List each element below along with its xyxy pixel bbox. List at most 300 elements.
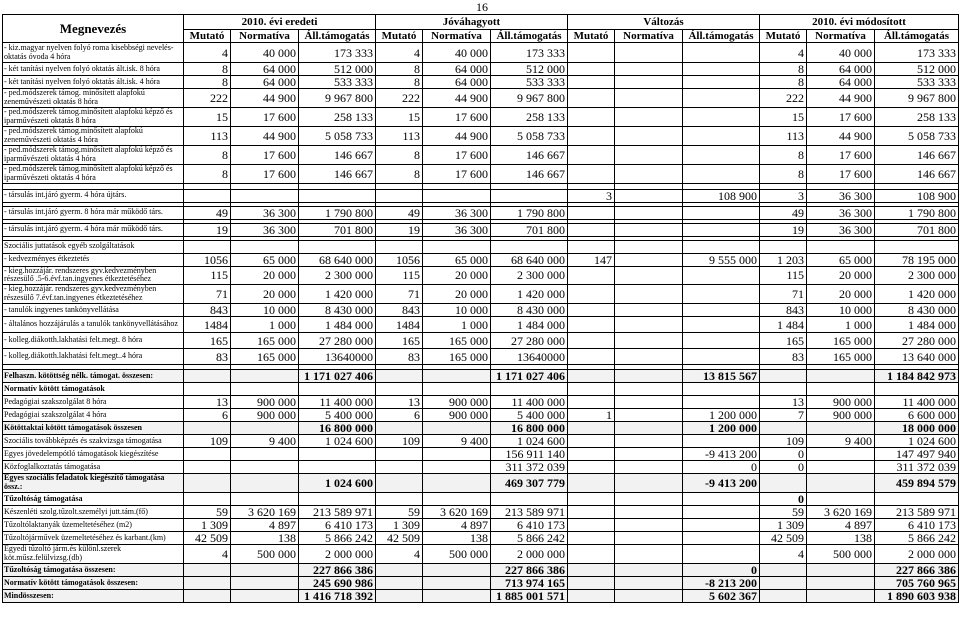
table-cell: 1 885 001 571 [491, 590, 568, 603]
row-label: - ped.módszerek támog.minősített alapfokú képző és iparművészeti oktatás 4 hóra [3, 145, 184, 164]
table-cell: 13 [376, 396, 423, 409]
table-row [3, 383, 959, 396]
table-cell: 1 484 000 [875, 317, 959, 333]
table-row [3, 370, 959, 383]
table-cell: 165 000 [807, 349, 875, 365]
table-cell: 165 [760, 333, 807, 349]
table-cell [231, 383, 299, 396]
table-cell: 83 [376, 349, 423, 365]
table-cell [299, 448, 376, 461]
table-cell: 5 058 733 [875, 126, 959, 145]
table-cell: 59 [184, 506, 231, 519]
table-cell: 3 620 169 [807, 506, 875, 519]
column-header: Áll.támogatás [299, 30, 376, 43]
table-row [3, 317, 959, 333]
table-cell: 8 [760, 63, 807, 76]
table-cell: 1 171 027 406 [491, 370, 568, 383]
table-cell: 44 900 [231, 126, 299, 145]
table-cell: 222 [184, 89, 231, 108]
row-label: - kedvezményes étkeztetés [3, 253, 184, 266]
table-cell: 8 [376, 76, 423, 89]
table-cell: 713 974 165 [491, 577, 568, 590]
table-cell: 258 133 [875, 107, 959, 126]
table-cell: 9 400 [423, 435, 491, 448]
table-cell: 1 309 [376, 519, 423, 532]
table-cell: 11 400 000 [299, 396, 376, 409]
table-cell [615, 240, 683, 253]
table-cell: 1 024 600 [875, 435, 959, 448]
row-label: - kolleg.diákotth.lakhatási felt.megt..4 hóra [3, 349, 184, 365]
row-label: - társulás int.járó gyerm. 4 hóra már működő társ. [3, 223, 184, 236]
table-cell [568, 435, 615, 448]
table-cell: 1 200 000 [683, 422, 760, 435]
table-cell: 1 000 [423, 317, 491, 333]
table-cell [231, 590, 299, 603]
table-cell [299, 240, 376, 253]
table-cell [807, 383, 875, 396]
table-cell: 1 420 000 [299, 285, 376, 304]
table-row [3, 493, 959, 506]
table-cell [376, 370, 423, 383]
row-label: Felhaszn. kötöttség nélk. támogat. összesen: [3, 370, 184, 383]
table-row [3, 164, 959, 183]
table-cell [568, 145, 615, 164]
table-cell [615, 577, 683, 590]
table-cell: 227 866 386 [875, 564, 959, 577]
table-cell [568, 317, 615, 333]
table-row [3, 189, 959, 202]
table-cell: 36 300 [423, 206, 491, 219]
table-cell: 4 [184, 545, 231, 564]
budget-table [2, 14, 959, 603]
table-cell [683, 532, 760, 545]
row-label: - ped.módszerek támog.minősített alapfokú képző és iparművészeti oktatás 8 hóra [3, 107, 184, 126]
table-row [3, 126, 959, 145]
table-cell: 19 [184, 223, 231, 236]
table-cell: 213 589 971 [299, 506, 376, 519]
table-cell: 42 509 [184, 532, 231, 545]
table-cell: 13 [760, 396, 807, 409]
row-label: Normatív kötött támogatások [3, 383, 184, 396]
row-label: - két tanítási nyelven folyó oktatás ált.isk. 8 hóra [3, 63, 184, 76]
table-cell [491, 240, 568, 253]
table-cell [760, 590, 807, 603]
table-cell [423, 461, 491, 474]
table-cell: 108 900 [683, 189, 760, 202]
table-cell [568, 240, 615, 253]
table-cell: 900 000 [423, 409, 491, 422]
table-cell [615, 107, 683, 126]
row-label: - kolleg.diákotth.lakhatási felt.megt. 8 hóra [3, 333, 184, 349]
table-cell: 5 866 242 [875, 532, 959, 545]
table-cell: 4 897 [423, 519, 491, 532]
table-cell [184, 422, 231, 435]
table-cell: -8 213 200 [683, 577, 760, 590]
table-cell [568, 422, 615, 435]
table-cell [491, 383, 568, 396]
table-cell: 68 640 000 [299, 253, 376, 266]
table-cell [423, 474, 491, 493]
table-cell [491, 493, 568, 506]
table-cell: 1 [568, 409, 615, 422]
table-cell [615, 304, 683, 317]
table-cell [423, 240, 491, 253]
table-cell: 8 [376, 63, 423, 76]
table-cell [683, 304, 760, 317]
table-cell [807, 564, 875, 577]
table-cell: 6 [184, 409, 231, 422]
table-cell: 15 [184, 107, 231, 126]
table-cell: 4 897 [807, 519, 875, 532]
table-cell [568, 107, 615, 126]
table-cell: 0 [760, 448, 807, 461]
table-cell [615, 532, 683, 545]
table-cell: 44 900 [807, 89, 875, 108]
table-cell: 533 333 [299, 76, 376, 89]
row-label: Szociális juttatások egyéb szolgáltatások [3, 240, 184, 253]
table-cell: 500 000 [423, 545, 491, 564]
table-cell [568, 89, 615, 108]
table-cell [568, 304, 615, 317]
table-cell [683, 545, 760, 564]
table-cell [615, 461, 683, 474]
table-cell: 36 300 [807, 223, 875, 236]
table-cell: 900 000 [231, 396, 299, 409]
table-cell [423, 422, 491, 435]
table-cell [615, 89, 683, 108]
table-cell: 9 967 800 [299, 89, 376, 108]
table-cell [376, 577, 423, 590]
table-cell [376, 590, 423, 603]
table-cell: 469 307 779 [491, 474, 568, 493]
table-cell: 10 000 [231, 304, 299, 317]
table-cell [615, 383, 683, 396]
table-cell [568, 285, 615, 304]
table-cell: 17 600 [423, 164, 491, 183]
table-cell: 3 [760, 189, 807, 202]
row-label: Szociális továbbképzés és szakvizsga támogatása [3, 435, 184, 448]
table-cell: 71 [184, 285, 231, 304]
table-cell: 64 000 [231, 76, 299, 89]
table-cell [683, 145, 760, 164]
table-cell: 71 [376, 285, 423, 304]
table-cell: 7 [760, 409, 807, 422]
table-cell: 4 [184, 43, 231, 63]
row-label: Egyes jövedelempótló támogatások kiegészítése [3, 448, 184, 461]
table-cell: 0 [760, 493, 807, 506]
table-cell [568, 564, 615, 577]
table-cell: 36 300 [231, 206, 299, 219]
table-cell [299, 461, 376, 474]
table-cell [568, 333, 615, 349]
table-cell [615, 564, 683, 577]
table-cell: 1 890 603 938 [875, 590, 959, 603]
table-cell [299, 493, 376, 506]
table-cell: 36 300 [231, 223, 299, 236]
table-cell [568, 493, 615, 506]
table-cell: 17 600 [231, 164, 299, 183]
table-cell [568, 532, 615, 545]
column-header: Normatíva [615, 30, 683, 43]
table-cell [683, 435, 760, 448]
table-cell: 64 000 [423, 63, 491, 76]
table-cell: 165 000 [423, 333, 491, 349]
table-cell [615, 206, 683, 219]
table-cell: 1 484 000 [491, 317, 568, 333]
table-cell [807, 474, 875, 493]
table-cell: 8 [760, 76, 807, 89]
table-cell [760, 370, 807, 383]
table-row [3, 285, 959, 304]
table-cell: 1 484 000 [299, 317, 376, 333]
table-cell [376, 422, 423, 435]
table-cell: 83 [760, 349, 807, 365]
table-row [3, 564, 959, 577]
table-cell: 701 800 [491, 223, 568, 236]
table-row [3, 349, 959, 365]
page-number: 16 [476, 0, 488, 14]
table-cell [231, 422, 299, 435]
table-cell [231, 189, 299, 202]
table-cell [683, 396, 760, 409]
table-cell: 27 280 000 [299, 333, 376, 349]
table-cell [423, 590, 491, 603]
table-cell: 8 [376, 164, 423, 183]
row-label: - két tanítási nyelven folyó oktatás ált.isk. 4 hóra [3, 76, 184, 89]
row-label: Kötöttaktai kötött támogatások összesen [3, 422, 184, 435]
table-cell: 533 333 [875, 76, 959, 89]
table-cell [423, 189, 491, 202]
table-cell [423, 493, 491, 506]
table-cell: 258 133 [491, 107, 568, 126]
table-row [3, 532, 959, 545]
table-cell: 165 000 [231, 349, 299, 365]
table-cell: 36 300 [423, 223, 491, 236]
table-cell: 2 300 000 [875, 266, 959, 285]
table-cell [184, 461, 231, 474]
table-cell [683, 223, 760, 236]
row-label: - tanulók ingyenes tankönyvellátása [3, 304, 184, 317]
table-cell [875, 383, 959, 396]
row-label: Pedagógiai szakszolgálat 4 hóra [3, 409, 184, 422]
table-cell: 20 000 [423, 266, 491, 285]
table-cell: 17 600 [423, 107, 491, 126]
table-cell: 64 000 [231, 63, 299, 76]
table-cell: 705 760 965 [875, 577, 959, 590]
table-cell: 701 800 [875, 223, 959, 236]
table-cell: 2 000 000 [299, 545, 376, 564]
table-cell [683, 206, 760, 219]
table-cell [568, 396, 615, 409]
table-row [3, 107, 959, 126]
table-cell: 1 024 600 [299, 474, 376, 493]
table-cell: 3 620 169 [231, 506, 299, 519]
table-cell [376, 493, 423, 506]
table-cell: 115 [376, 266, 423, 285]
table-cell: 8 [184, 164, 231, 183]
table-cell [615, 448, 683, 461]
table-cell: 17 600 [231, 145, 299, 164]
group-header: Változás [568, 15, 760, 30]
table-cell: 1 790 800 [875, 206, 959, 219]
table-cell: 2 300 000 [491, 266, 568, 285]
table-row [3, 304, 959, 317]
table-cell: 40 000 [423, 43, 491, 63]
table-cell: 1 000 [231, 317, 299, 333]
table-cell: 146 667 [491, 164, 568, 183]
row-label: Tűzoltólaktanyák üzemeltetéséhez (m2) [3, 519, 184, 532]
table-cell: 8 [376, 145, 423, 164]
table-cell: 165 000 [807, 333, 875, 349]
table-cell: 5 400 000 [299, 409, 376, 422]
table-cell [568, 590, 615, 603]
row-label: - kiz.magyar nyelven folyó roma kisebbségi nevelés-oktatás óvoda 4 hóra [3, 43, 184, 63]
row-label: - ped.módszerek támog.minősített alapfokú képző és iparművészeti oktatás 4 hóra [3, 164, 184, 183]
table-cell [184, 564, 231, 577]
row-label: Tűzoltóság támogatása összesen: [3, 564, 184, 577]
table-cell: 9 555 000 [683, 253, 760, 266]
table-cell: 17 600 [807, 164, 875, 183]
table-cell [615, 63, 683, 76]
row-label: Készenléti szolg.tűzolt.személyi jutt.tám.(fő) [3, 506, 184, 519]
row-label: - társulás int.járó gyerm. 8 hóra már működő társ. [3, 206, 184, 219]
table-cell: 115 [760, 266, 807, 285]
table-cell [615, 370, 683, 383]
table-cell: 4 [760, 43, 807, 63]
table-cell: 68 640 000 [491, 253, 568, 266]
table-cell [615, 189, 683, 202]
table-cell [683, 349, 760, 365]
table-cell [683, 63, 760, 76]
table-cell: 4 [376, 545, 423, 564]
table-cell [568, 383, 615, 396]
table-cell: 115 [184, 266, 231, 285]
table-cell: 165 000 [231, 333, 299, 349]
table-cell: 64 000 [807, 63, 875, 76]
table-cell: 6 410 173 [875, 519, 959, 532]
table-cell [568, 266, 615, 285]
table-cell: 9 400 [231, 435, 299, 448]
table-cell: 1484 [376, 317, 423, 333]
table-cell: 3 [568, 189, 615, 202]
table-cell: 1 790 800 [299, 206, 376, 219]
table-cell: 533 333 [491, 76, 568, 89]
table-cell: 20 000 [423, 285, 491, 304]
table-cell: 3 620 169 [423, 506, 491, 519]
table-cell: 8 [760, 164, 807, 183]
table-cell: 9 967 800 [875, 89, 959, 108]
table-cell: 109 [760, 435, 807, 448]
table-cell: 227 866 386 [491, 564, 568, 577]
table-cell [184, 383, 231, 396]
table-cell [568, 519, 615, 532]
table-cell: -9 413 200 [683, 448, 760, 461]
table-cell: 173 333 [875, 43, 959, 63]
table-cell: 245 690 986 [299, 577, 376, 590]
table-cell [568, 506, 615, 519]
table-cell [423, 564, 491, 577]
table-cell [683, 240, 760, 253]
table-cell: 8 430 000 [875, 304, 959, 317]
table-row [3, 519, 959, 532]
table-cell: 1 309 [184, 519, 231, 532]
table-cell: 109 [184, 435, 231, 448]
row-label: - kieg.hozzájár. rendszeres gyv.kedvezményben részesülő 7.évf.tan.ingyenes étkeztetéséhez [3, 285, 184, 304]
table-cell [568, 545, 615, 564]
row-label: - ped.módszerek támog.minősített alapfokú zeneművészeti oktatás 4 hóra [3, 126, 184, 145]
table-cell: 701 800 [299, 223, 376, 236]
row-label: Tűzoltójárművek üzemeltetéséhez és karbant.(km) [3, 532, 184, 545]
table-cell [568, 206, 615, 219]
table-cell [807, 461, 875, 474]
table-cell: 6 [376, 409, 423, 422]
table-cell [615, 519, 683, 532]
table-cell: 258 133 [299, 107, 376, 126]
table-row [3, 63, 959, 76]
row-label: - általános hozzájárulás a tanulók tankönyvellátásához [3, 317, 184, 333]
table-cell [760, 383, 807, 396]
table-cell [376, 564, 423, 577]
table-cell: 5 058 733 [491, 126, 568, 145]
table-cell [615, 545, 683, 564]
table-cell: 500 000 [807, 545, 875, 564]
table-cell [615, 409, 683, 422]
table-cell: 4 [376, 43, 423, 63]
table-cell: 11 400 000 [875, 396, 959, 409]
table-cell [615, 422, 683, 435]
table-cell: 900 000 [807, 409, 875, 422]
group-header: 2010. évi eredeti [184, 15, 376, 30]
table-cell [615, 145, 683, 164]
table-cell: 4 897 [231, 519, 299, 532]
table-cell: 2 000 000 [875, 545, 959, 564]
table-cell [423, 370, 491, 383]
table-cell: 71 [760, 285, 807, 304]
table-cell: 512 000 [875, 63, 959, 76]
table-cell [299, 189, 376, 202]
table-cell [568, 461, 615, 474]
table-cell: 900 000 [807, 396, 875, 409]
table-cell: 6 600 000 [875, 409, 959, 422]
table-header [3, 15, 959, 43]
table-cell [184, 474, 231, 493]
table-cell: 1 171 027 406 [299, 370, 376, 383]
table-cell [683, 164, 760, 183]
table-cell [875, 493, 959, 506]
table-row [3, 422, 959, 435]
table-row [3, 266, 959, 285]
table-cell: 9 967 800 [491, 89, 568, 108]
table-cell: 6 410 173 [491, 519, 568, 532]
table-cell: 113 [184, 126, 231, 145]
table-cell: 311 372 039 [875, 461, 959, 474]
column-header: Mutató [568, 30, 615, 43]
table-cell: 165 [376, 333, 423, 349]
table-cell: 109 [376, 435, 423, 448]
row-label: - kieg.hozzájár. rendszeres gyv.kedvezményben részesülő .5-6.évf.tan.ingyenes étkeztetéséhez [3, 266, 184, 285]
table-cell [491, 189, 568, 202]
column-header: Áll.támogatás [491, 30, 568, 43]
table-cell: 843 [760, 304, 807, 317]
table-cell [683, 266, 760, 285]
table-cell: 165 [184, 333, 231, 349]
table-cell [807, 493, 875, 506]
table-cell: 83 [184, 349, 231, 365]
table-cell [231, 448, 299, 461]
table-cell [760, 422, 807, 435]
table-cell: 78 195 000 [875, 253, 959, 266]
table-cell: 1484 [184, 317, 231, 333]
